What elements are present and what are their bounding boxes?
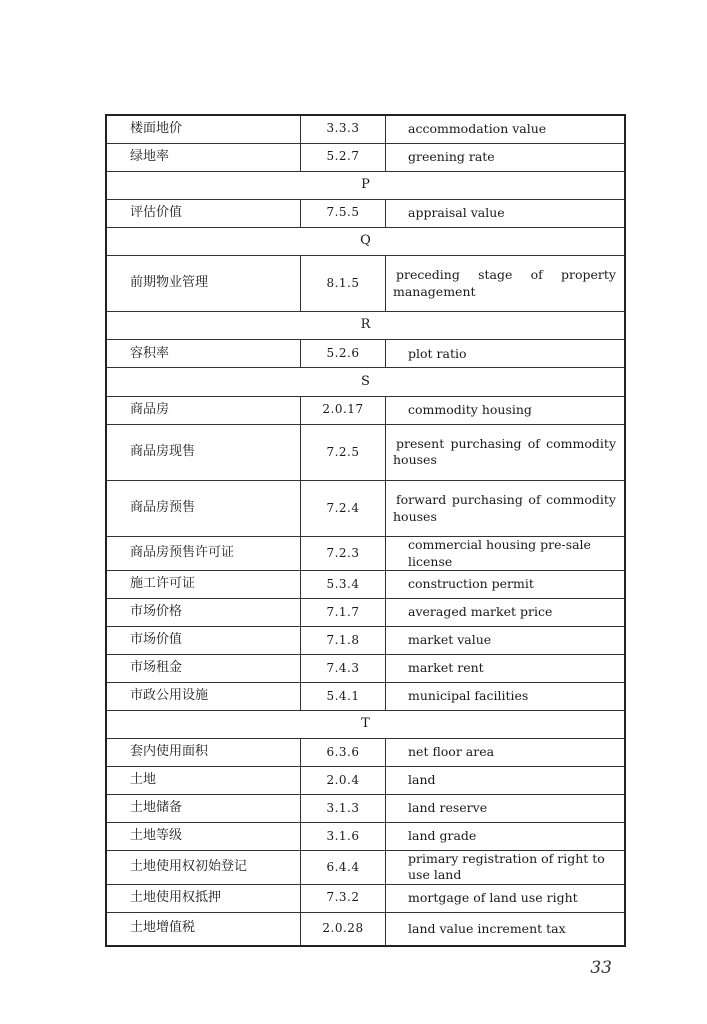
clause-number-cell: 2.0.4 xyxy=(301,767,386,795)
table-row xyxy=(106,255,625,311)
clause-number-cell: 3.1.3 xyxy=(301,795,386,823)
english-term-cell: present purchasing of commodity houses xyxy=(386,424,626,480)
clause-number-cell: 7.3.2 xyxy=(301,884,386,912)
table-row xyxy=(106,912,625,946)
english-term-cell: plot ratio xyxy=(386,340,626,368)
section-row xyxy=(106,710,625,738)
english-term-cell: appraisal value xyxy=(386,199,626,227)
clause-number-cell: 7.2.4 xyxy=(301,481,386,537)
clause-number-cell: 7.2.3 xyxy=(301,537,386,571)
chinese-term-cell: 土地增值税 xyxy=(106,912,301,946)
clause-number-cell: 2.0.17 xyxy=(301,396,386,424)
clause-number-cell: 7.1.7 xyxy=(301,598,386,626)
chinese-term-cell: 土地 xyxy=(106,767,301,795)
table-row xyxy=(106,823,625,851)
page-number: 33 xyxy=(590,958,612,978)
chinese-term-cell: 商品房现售 xyxy=(106,424,301,480)
english-term-cell: accommodation value xyxy=(386,115,626,143)
english-term-cell: land value increment tax xyxy=(386,912,626,946)
chinese-term-cell: 楼面地价 xyxy=(106,115,301,143)
chinese-term-cell: 土地等级 xyxy=(106,823,301,851)
english-term-cell: commercial housing pre-sale license xyxy=(386,537,626,571)
table-row xyxy=(106,143,625,171)
table-row xyxy=(106,654,625,682)
table-row xyxy=(106,115,625,143)
section-row xyxy=(106,171,625,199)
clause-number-cell: 7.2.5 xyxy=(301,424,386,480)
clause-number-cell: 7.4.3 xyxy=(301,654,386,682)
table-row xyxy=(106,884,625,912)
english-term-cell: forward purchasing of commodity houses xyxy=(386,481,626,537)
english-term-cell: primary registration of right to use land xyxy=(386,851,626,885)
table-row xyxy=(106,481,625,537)
chinese-term-cell: 商品房 xyxy=(106,396,301,424)
english-term-cell: market value xyxy=(386,626,626,654)
clause-number-cell: 2.0.28 xyxy=(301,912,386,946)
section-letter: P xyxy=(106,171,625,199)
chinese-term-cell: 土地使用权抵押 xyxy=(106,884,301,912)
english-term-cell: net floor area xyxy=(386,739,626,767)
english-term-cell: greening rate xyxy=(386,143,626,171)
chinese-term-cell: 绿地率 xyxy=(106,143,301,171)
section-row xyxy=(106,368,625,396)
chinese-term-cell: 套内使用面积 xyxy=(106,739,301,767)
chinese-term-cell: 土地使用权初始登记 xyxy=(106,851,301,885)
chinese-term-cell: 市场租金 xyxy=(106,654,301,682)
chinese-term-cell: 前期物业管理 xyxy=(106,255,301,311)
clause-number-cell: 6.4.4 xyxy=(301,851,386,885)
table-row xyxy=(106,739,625,767)
english-term-cell: market rent xyxy=(386,654,626,682)
table-row xyxy=(106,795,625,823)
table-row xyxy=(106,537,625,571)
english-term-cell: land grade xyxy=(386,823,626,851)
clause-number-cell: 3.1.6 xyxy=(301,823,386,851)
english-term-cell: municipal facilities xyxy=(386,682,626,710)
table-row xyxy=(106,424,625,480)
section-letter: Q xyxy=(106,227,625,255)
english-term-cell: commodity housing xyxy=(386,396,626,424)
table-row xyxy=(106,570,625,598)
chinese-term-cell: 评估价值 xyxy=(106,199,301,227)
table-row xyxy=(106,626,625,654)
clause-number-cell: 7.5.5 xyxy=(301,199,386,227)
table-row xyxy=(106,598,625,626)
table-row xyxy=(106,396,625,424)
table-row xyxy=(106,767,625,795)
chinese-term-cell: 商品房预售许可证 xyxy=(106,537,301,571)
clause-number-cell: 5.2.6 xyxy=(301,340,386,368)
glossary-body xyxy=(106,115,625,946)
clause-number-cell: 5.2.7 xyxy=(301,143,386,171)
glossary-table xyxy=(105,114,626,947)
table-row xyxy=(106,851,625,885)
section-row xyxy=(106,227,625,255)
table-row xyxy=(106,340,625,368)
chinese-term-cell: 容积率 xyxy=(106,340,301,368)
clause-number-cell: 7.1.8 xyxy=(301,626,386,654)
table-row xyxy=(106,682,625,710)
chinese-term-cell: 土地储备 xyxy=(106,795,301,823)
clause-number-cell: 8.1.5 xyxy=(301,255,386,311)
section-letter: T xyxy=(106,710,625,738)
english-term-cell: land reserve xyxy=(386,795,626,823)
section-row xyxy=(106,312,625,340)
english-term-cell: averaged market price xyxy=(386,598,626,626)
chinese-term-cell: 施工许可证 xyxy=(106,570,301,598)
table-row xyxy=(106,199,625,227)
english-term-cell: mortgage of land use right xyxy=(386,884,626,912)
english-term-cell: preceding stage of property management xyxy=(386,255,626,311)
chinese-term-cell: 商品房预售 xyxy=(106,481,301,537)
section-letter: S xyxy=(106,368,625,396)
clause-number-cell: 5.3.4 xyxy=(301,570,386,598)
english-term-cell: construction permit xyxy=(386,570,626,598)
english-term-cell: land xyxy=(386,767,626,795)
clause-number-cell: 3.3.3 xyxy=(301,115,386,143)
chinese-term-cell: 市场价值 xyxy=(106,626,301,654)
section-letter: R xyxy=(106,312,625,340)
chinese-term-cell: 市场价格 xyxy=(106,598,301,626)
chinese-term-cell: 市政公用设施 xyxy=(106,682,301,710)
clause-number-cell: 6.3.6 xyxy=(301,739,386,767)
clause-number-cell: 5.4.1 xyxy=(301,682,386,710)
